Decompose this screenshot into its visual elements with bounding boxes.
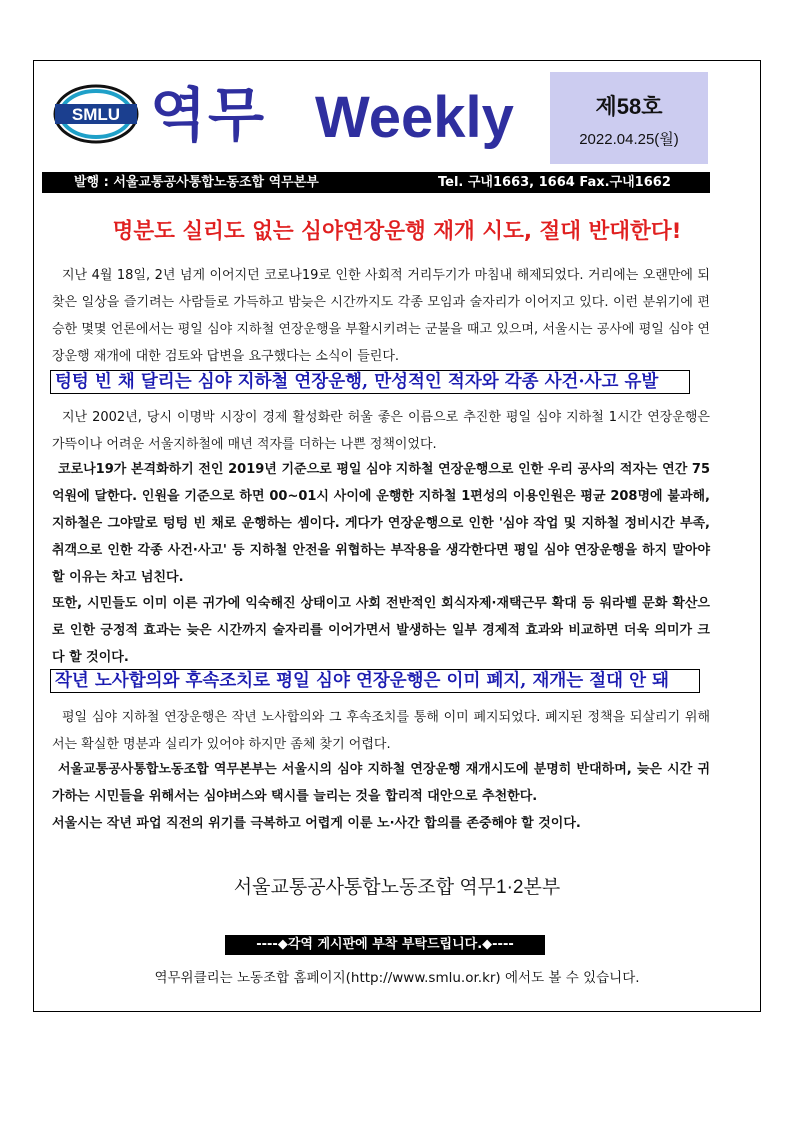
paragraph-5: 평일 심야 지하철 연장운행은 작년 노사합의와 그 후속조치를 통해 이미 폐지되었다. 폐지된 정책을 되살리기 위해서는 확실한 명분과 실리가 있어야 하지만 좀체 찾기 어렵다. xyxy=(52,710,710,752)
publisher-bar xyxy=(42,172,710,193)
svg-text:SMLU: SMLU xyxy=(71,105,121,124)
paragraph-6: 서울교통공사통합노동조합 역무본부는 서울시의 심야 지하철 연장운행 재개시도에 분명히 반대하며, 늦은 시간 귀가하는 시민들을 위해서는 심야버스와 택시를 늘리는 것을 합리적 대안으로 추천한다. xyxy=(52,762,710,804)
contact-text: Tel. 구내1663, 1664 Fax.구내1662 xyxy=(438,175,671,190)
smlu-logo xyxy=(53,84,139,144)
issue-date: 2022.04.25(월) xyxy=(579,131,679,148)
paragraph-7: 서울시는 작년 파업 직전의 위기를 극복하고 어렵게 이룬 노·사간 합의를 존중해야 할 것이다. xyxy=(52,816,581,831)
signoff: 서울교통공사통합노동조합 역무1·2본부 xyxy=(233,877,561,898)
paragraph-3: 코로나19가 본격화하기 전인 2019년 기준으로 평일 심야 지하철 연장운행으로 인한 우리 공사의 적자는 연간 75억원에 달한다. 인원을 기준으로 하면 00~01시 사이에 운행한 지하철 1편성의 이용인원은 평균 208명에 불과해, 지하철은 그야말로 텅텅 빈 채로 운행하는 셈이다. 게다가 연장운행으로 인한 '심야 작업 및 지하철 정비시간 부족, 취객으로 인한 각종 사건·사고' 등 지하철 안전을 위협하는 부작용을 생각한다면 평일 심야 연장운행을 하지 말아야 할 이유는 차고 넘친다. xyxy=(52,462,710,585)
footer-text: 역무위클리는 노동조합 홈페이지(http://www.smlu.or.kr) 에서도 볼 수 있습니다. xyxy=(154,970,640,986)
posting-notice: ----◆각역 게시판에 부착 부탁드립니다.◆---- xyxy=(225,935,545,955)
publisher-text: 발행 : 서울교통공사통합노동조합 역무본부 xyxy=(74,175,319,190)
paragraph-1: 지난 4월 18일, 2년 넘게 이어지던 코로나19로 인한 사회적 거리두기가 마침내 해제되었다. 거리에는 오랜만에 되찾은 일상을 즐기려는 사람들로 가득하고 밤늦은 시간까지도 각종 모임과 술자리가 이어지고 있다. 이런 분위기에 편승한 몇몇 언론에서는 평일 심야 지하철 연장운행을 부활시키려는 군불을 때고 있으며, 서울시는 공사에 평일 심야 연장운행 재개에 대한 검토와 답변을 요구했다는 소식이 들린다. xyxy=(52,268,710,364)
issue-box xyxy=(550,72,708,164)
paragraph-4: 또한, 시민들도 이미 이른 귀가에 익숙해진 상태이고 사회 전반적인 회식자제·재택근무 확대 등 워라벨 문화 확산으로 인한 긍정적 효과는 늦은 시간까지 술자리를 이어가면서 발생하는 일부 경제적 효과와 비교하면 더욱 의미가 크다 할 것이다. xyxy=(52,596,710,665)
subheading-2: 작년 노사합의와 후속조치로 평일 심야 연장운행은 이미 폐지, 재개는 절대 안 돼 xyxy=(50,669,700,693)
article-headline: 명분도 실리도 없는 심야연장운행 재개 시도, 절대 반대한다! xyxy=(112,219,682,244)
issue-number: 제58호 xyxy=(595,94,663,119)
newsletter-title-english: Weekly xyxy=(315,85,514,150)
paragraph-2: 지난 2002년, 당시 이명박 시장이 경제 활성화란 허울 좋은 이름으로 추진한 평일 심야 지하철 1시간 연장운행은 가뜩이나 어려운 서울지하철에 매년 적자를 더하는 나쁜 정책이었다. xyxy=(52,410,710,452)
subheading-1: 텅텅 빈 채 달리는 심야 지하철 연장운행, 만성적인 적자와 각종 사건·사고 유발 xyxy=(50,370,690,394)
newsletter-title-korean: 역무 xyxy=(150,81,267,149)
